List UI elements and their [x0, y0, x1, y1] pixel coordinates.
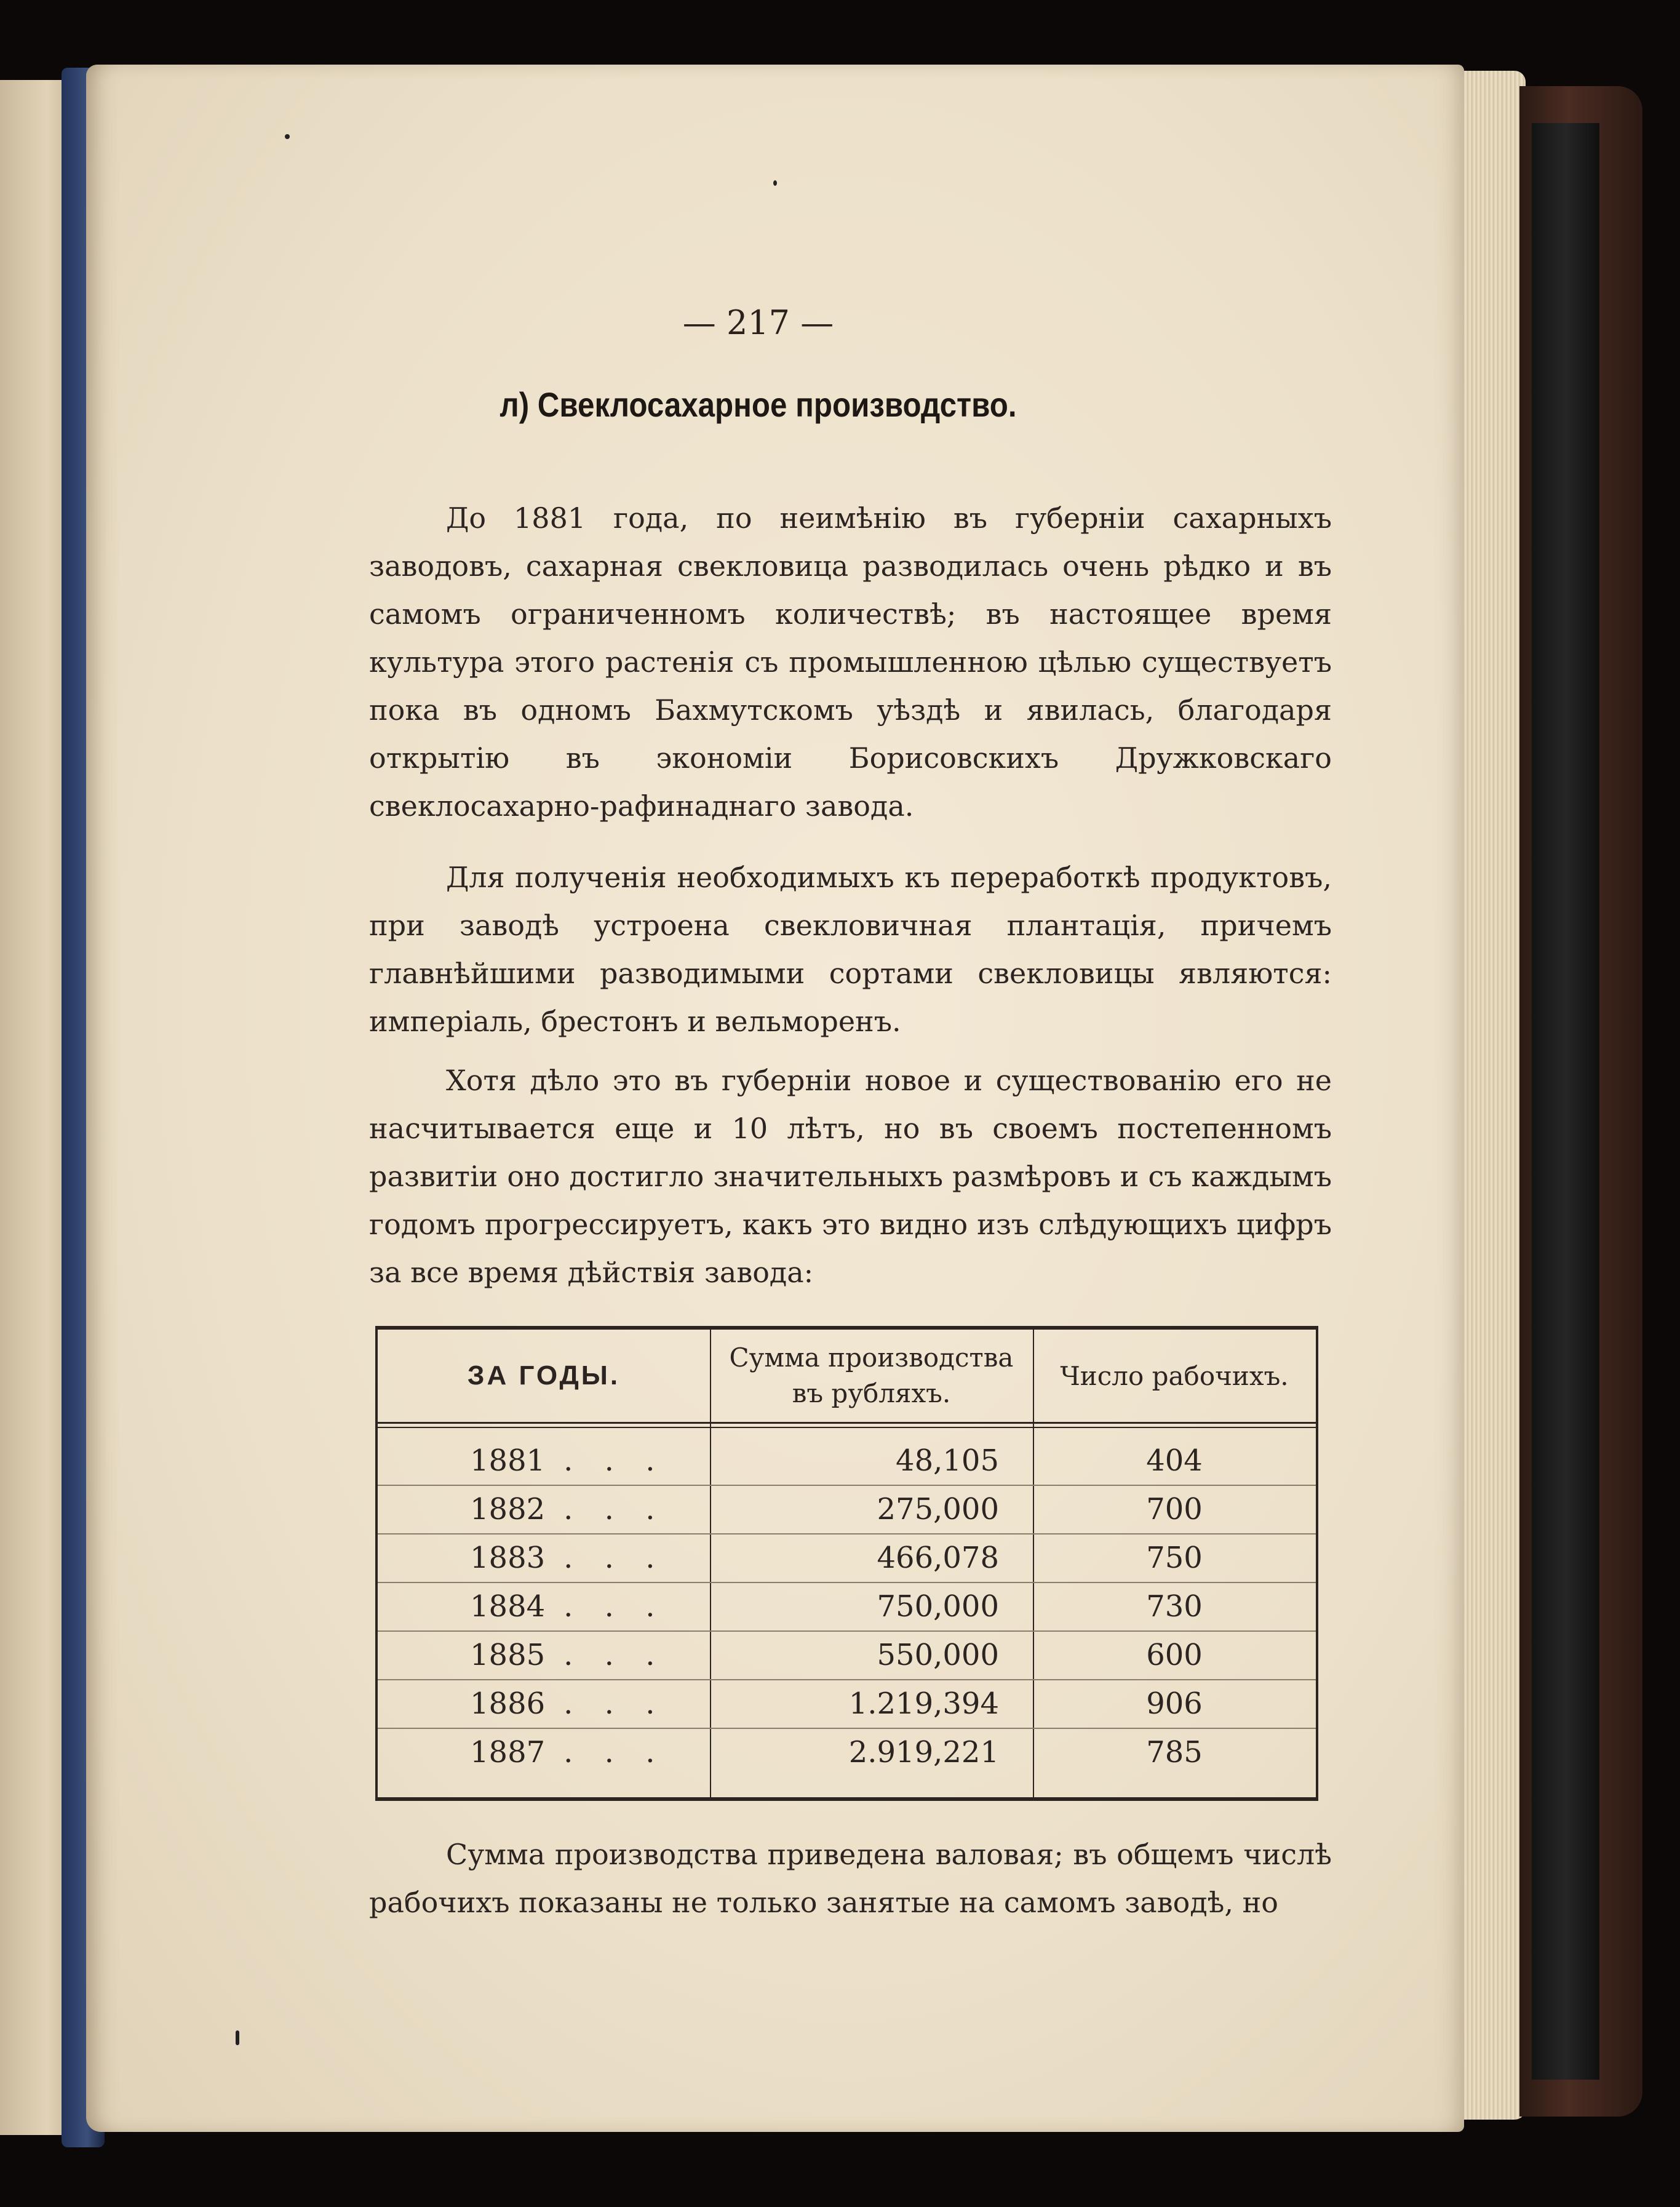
table-row — [378, 1632, 1316, 1680]
cell-workers: 906 — [1146, 1686, 1203, 1721]
cell-year: 1886 . . . — [470, 1686, 666, 1721]
header-sum-line1: Сумма производства — [729, 1343, 1014, 1373]
cell-workers: 700 — [1146, 1492, 1203, 1527]
production-table — [375, 1326, 1318, 1801]
table-row — [378, 1486, 1316, 1535]
paragraph-2: Для полученія необходимыхъ къ переработкѣ продуктовъ, при заводѣ устроена свекловичная плантація, причемъ главнѣйшими разводимыми сортами свекловицы являются: имперіаль, брестонъ и вельморенъ. — [369, 861, 1332, 1038]
header-divider-double — [378, 1427, 1316, 1428]
header-sum-line2: въ рубляхъ. — [792, 1378, 951, 1408]
header-workers: Число рабочихъ. — [1060, 1360, 1289, 1391]
speck — [285, 134, 290, 139]
table-row — [378, 1680, 1316, 1729]
cell-sum: 1.219,394 — [848, 1686, 999, 1721]
paragraph-3: Хотя дѣло это въ губерніи новое и существованію его не насчитывается еще и 10 лѣтъ, но въ своемъ постепенномъ развитіи оно достигло значительныхъ размѣровъ и съ каждымъ годомъ прогрессируетъ, какъ это видно изъ слѣдующихъ цифръ за все время дѣйствія завода: — [369, 1064, 1332, 1289]
table-body — [378, 1437, 1316, 1776]
section-heading: л) Свеклосахарное производство. — [500, 385, 1017, 424]
cell-sum: 275,000 — [877, 1492, 999, 1527]
table-row — [378, 1535, 1316, 1583]
cell-sum: 750,000 — [877, 1589, 999, 1624]
cover-spine-band — [1532, 123, 1599, 2080]
header-years: ЗА ГОДЫ. — [467, 1360, 621, 1391]
paragraph-4: Сумма производства приведена валовая; въ общемъ числѣ рабочихъ показаны не только занятые на самомъ заводѣ, но — [369, 1838, 1332, 1919]
speck — [773, 180, 777, 186]
cell-workers: 785 — [1146, 1735, 1203, 1770]
page-number: — 217 — — [682, 303, 834, 342]
table-row — [378, 1437, 1316, 1486]
table-row — [378, 1729, 1316, 1776]
cell-workers: 730 — [1146, 1589, 1203, 1624]
cell-year: 1881 . . . — [470, 1443, 666, 1478]
cell-workers: 750 — [1146, 1541, 1203, 1575]
header-sum — [710, 1330, 1033, 1422]
cell-year: 1884 . . . — [470, 1589, 666, 1624]
header-divider — [378, 1422, 1316, 1424]
book-page — [86, 65, 1464, 2132]
cell-sum: 550,000 — [877, 1638, 999, 1672]
cell-year: 1882 . . . — [470, 1492, 666, 1527]
cell-year: 1883 . . . — [470, 1541, 666, 1575]
cell-year: 1885 . . . — [470, 1638, 666, 1672]
cell-sum: 48,105 — [896, 1443, 999, 1478]
cell-year: 1887 . . . — [470, 1735, 666, 1770]
cell-sum: 2.919,221 — [848, 1735, 999, 1770]
speck — [236, 2030, 239, 2045]
cell-sum: 466,078 — [877, 1541, 999, 1575]
table-row — [378, 1583, 1316, 1632]
paragraph-1: До 1881 года, по неимѣнію въ губерніи сахарныхъ заводовъ, сахарная свекловица разводилась очень рѣдко и въ самомъ ограниченномъ количествѣ; въ настоящее время культура этого растенія съ промышленною цѣлью существуетъ пока въ одномъ Бахмутскомъ уѣздѣ и явилась, благодаря открытію въ экономіи Борисовскихъ Дружковскаго свеклосахарно-рафинаднаго завода. — [369, 501, 1332, 823]
cell-workers: 404 — [1146, 1443, 1203, 1478]
cell-workers: 600 — [1146, 1638, 1203, 1672]
